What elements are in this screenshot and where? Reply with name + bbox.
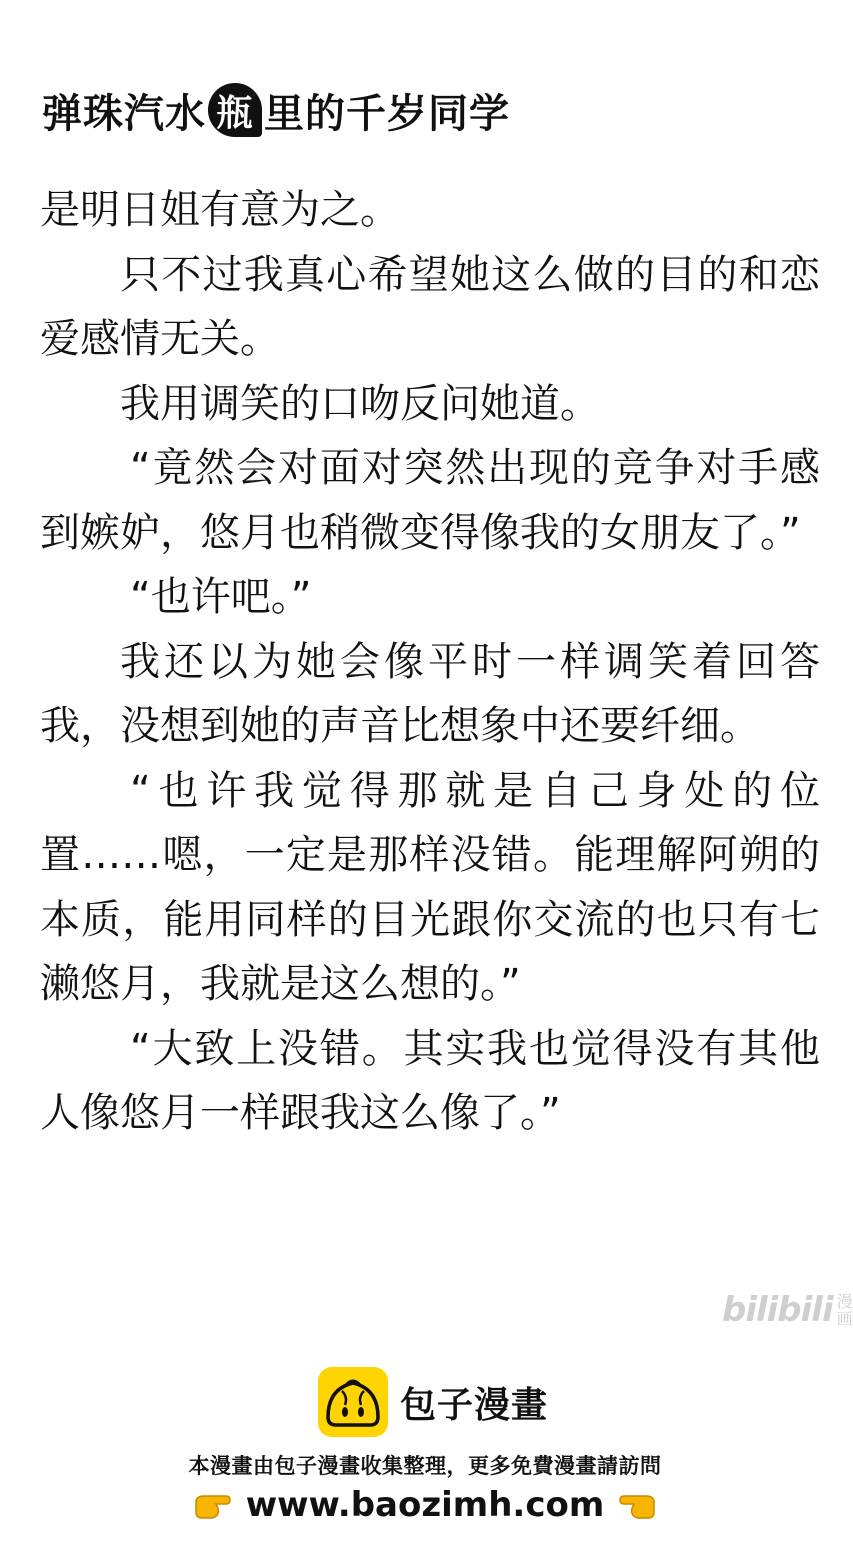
footer-description: 本漫畫由包子漫畫收集整理，更多免費漫畫請訪問: [188, 1454, 662, 1478]
book-title-badge: 瓶: [208, 83, 262, 137]
paragraph: 我用调笑的口吻反问她道。: [120, 380, 600, 427]
footer-url-row: [0, 1482, 850, 1528]
paragraph: 是明日姐有意为之。: [40, 187, 400, 233]
book-title: [42, 80, 510, 140]
book-title-part-1: 弹珠汽水: [42, 89, 206, 137]
watermark-side-text: [837, 1293, 853, 1327]
brand-name: 包子漫畫: [400, 1384, 549, 1426]
paragraph: “也许我觉得那就是自己身处的位置……嗯，一定是那样没错。能理解阿朔的本质，能用同样的目光跟你交流的也只有七濑悠月，我就是这么想的。”: [40, 767, 820, 1007]
bilibili-watermark: [722, 1288, 853, 1332]
paragraph: “也许吧。”: [130, 574, 312, 620]
pointing-right-hand-icon: [192, 1488, 232, 1522]
watermark-side-top: 漫: [836, 1292, 853, 1311]
footer-brand: [318, 1367, 548, 1437]
book-title-part-2: 里的千岁同学: [264, 89, 510, 137]
paragraph: “竟然会对面对突然出现的竞争对手感到嫉妒，悠月也稍微变得像我的女朋友了。”: [40, 445, 820, 556]
pointing-left-hand-icon: [618, 1488, 658, 1522]
novel-text: [40, 178, 820, 1146]
baozi-logo-icon: [318, 1367, 388, 1437]
site-url-link[interactable]: www.baozimh.com: [245, 1485, 605, 1525]
paragraph: “大致上没错。其实我也觉得没有其他人像悠月一样跟我这么像了。”: [40, 1025, 820, 1136]
paragraph: 只不过我真心希望她这么做的目的和恋爱感情无关。: [40, 251, 820, 362]
watermark-text: bilibili: [722, 1290, 833, 1330]
paragraph: 我还以为她会像平时一样调笑着回答我，没想到她的声音比想象中还要纤细。: [40, 638, 820, 749]
watermark-side-bottom: 画: [836, 1309, 853, 1328]
